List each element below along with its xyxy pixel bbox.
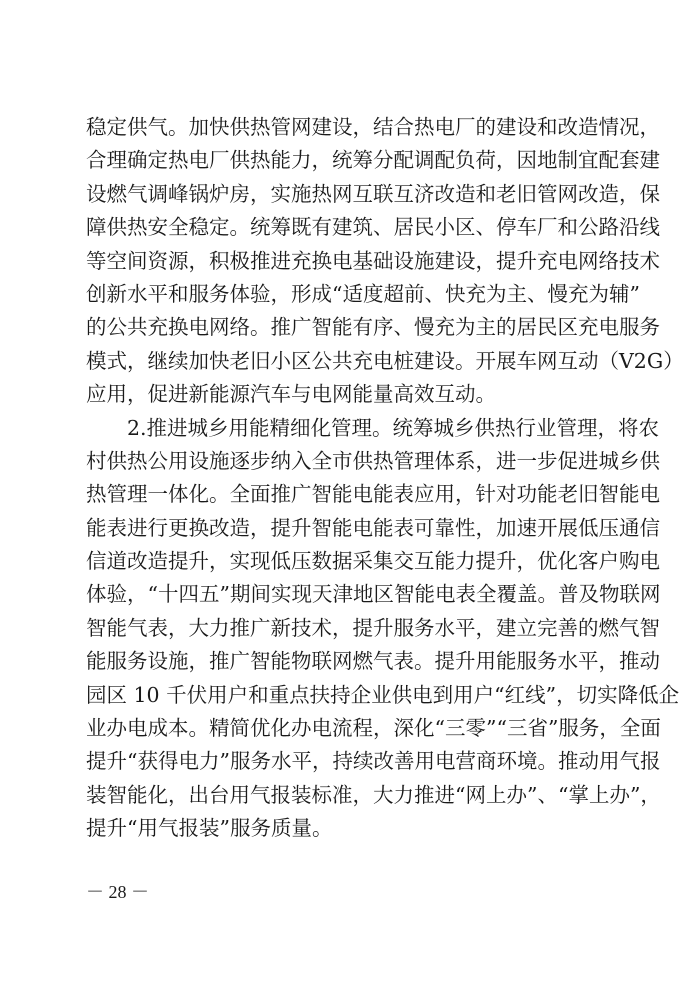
text-line: 模式，继续加快老旧小区公共充电桩建设。开展车网互动（V2G）: [86, 348, 684, 373]
paragraph-1: [86, 111, 684, 412]
body-text: [86, 111, 684, 846]
text-line: 园区 10 千伏用户和重点扶持企业供电到用户“红线”，切实降低企: [86, 682, 680, 707]
text-line: 提升“用气报装”服务质量。: [86, 816, 333, 841]
text-line: 智能气表，大力推广新技术，提升服务水平，建立完善的燃气智: [86, 615, 660, 640]
text-line: 热管理一体化。全面推广智能电能表应用，针对功能老旧智能电: [86, 482, 660, 507]
page-number: － 28 －: [86, 882, 149, 902]
text-line: 等空间资源，积极推进充换电基础设施建设，提升充电网络技术: [86, 248, 660, 273]
text-line: 稳定供气。加快供热管网建设，结合热电厂的建设和改造情况，: [86, 115, 660, 139]
text-line: 装智能化，出台用气报装标准，大力推进“网上办”、“掌上办”，: [86, 782, 661, 807]
paragraph-2: [86, 412, 680, 846]
text-line: 障供热安全稳定。统筹既有建筑、居民小区、停车厂和公路沿线: [86, 215, 660, 240]
text-line: 业办电成本。精简优化办电流程，深化“三零”“三省”服务，全面: [86, 716, 661, 741]
text-line: 的公共充换电网络。推广智能有序、慢充为主的居民区充电服务: [86, 315, 660, 340]
text-line: 合理确定热电厂供热能力，统筹分配调配负荷，因地制宜配套建: [86, 148, 660, 173]
text-line: 设燃气调峰锅炉房，实施热网互联互济改造和老旧管网改造，保: [86, 181, 660, 206]
text-line: 能服务设施，推广智能物联网燃气表。提升用能服务水平，推动: [86, 649, 660, 674]
text-line: 能表进行更换改造，提升智能电能表可靠性，加速开展低压通信: [86, 515, 660, 540]
text-line: 村供热公用设施逐步纳入全市供热管理体系，进一步促进城乡供: [86, 448, 660, 473]
text-line: 2.推进城乡用能精细化管理。统筹城乡供热行业管理，将农: [86, 415, 660, 440]
text-line: 应用，促进新能源汽车与电网能量高效互动。: [86, 382, 496, 407]
text-line: 体验，“十四五”期间实现天津地区智能电表全覆盖。普及物联网: [86, 582, 661, 607]
text-line: 创新水平和服务体验，形成“适度超前、快充为主、慢充为辅”: [86, 281, 640, 306]
text-line: 提升“获得电力”服务水平，持续改善用电营商环境。推动用气报: [86, 749, 661, 774]
text-line: 信道改造提升，实现低压数据采集交互能力提升，优化客户购电: [86, 549, 660, 574]
